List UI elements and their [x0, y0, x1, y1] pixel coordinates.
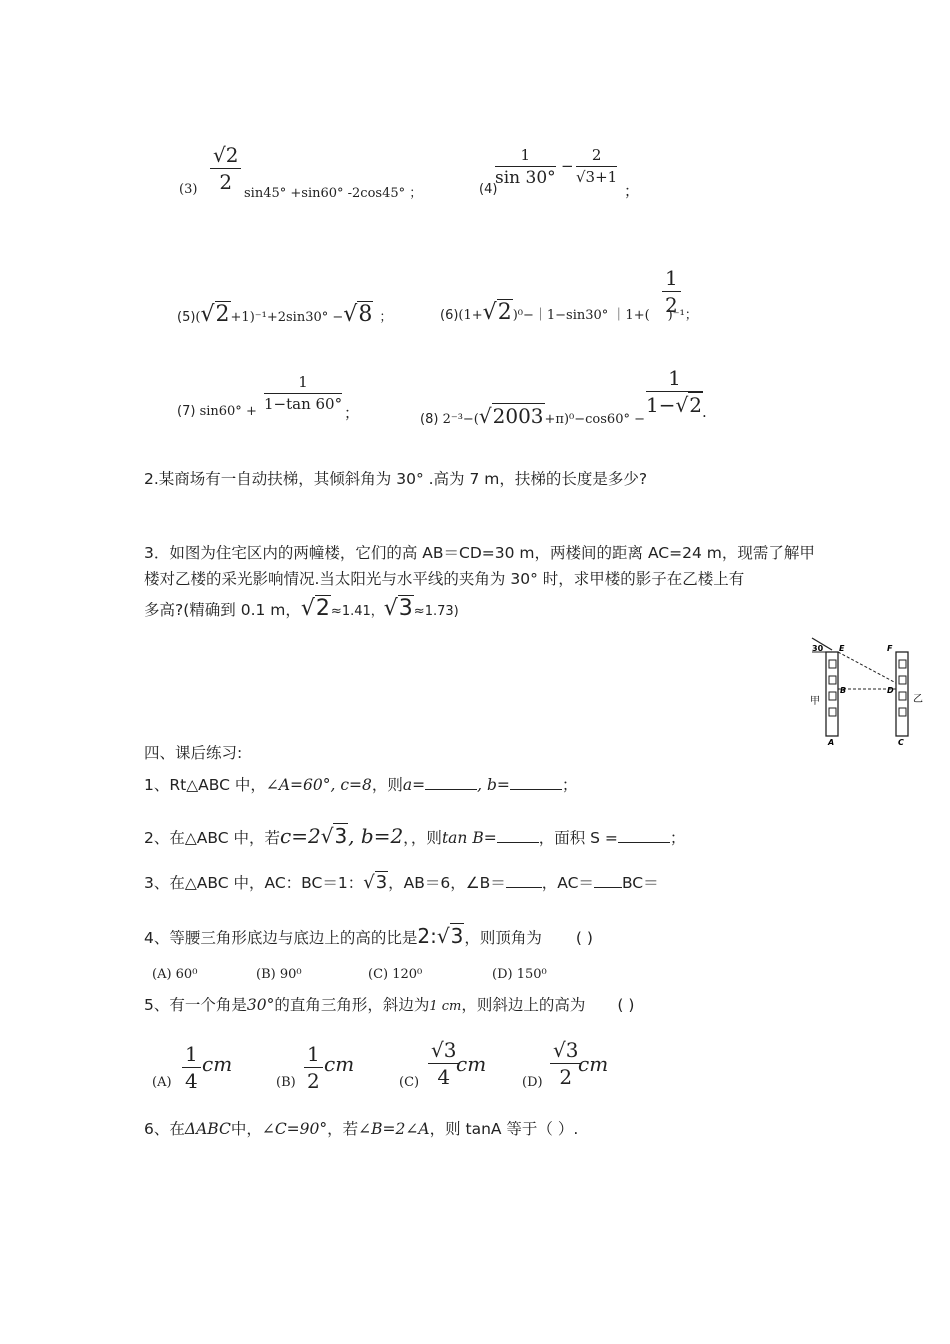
problem-3-fraction: $\frac{√2}{2}$ — [210, 143, 241, 194]
exercise-5-option-b-label: (B) — [276, 1075, 296, 1090]
exercise-4-option-a: (A) 60⁰ — [152, 967, 198, 982]
problem-4-minus: − — [561, 157, 574, 175]
problem-8-fraction: $\frac{1}{1-√2}$ — [646, 366, 702, 417]
question-3-line-2: 楼对乙楼的采光影响情况.当太阳光与水平线的夹角为 30° 时，求甲楼的影子在乙楼上有 — [144, 570, 745, 588]
figure-label-c: C — [898, 738, 904, 747]
figure-label-e: E — [839, 644, 845, 653]
problem-4-label: (4) — [479, 182, 498, 197]
problem-5: (5)(√2+1)⁻¹+2sin30° −√8 ； — [177, 302, 393, 327]
question-2: 2.某商场有一自动扶梯，其倾斜角为 30° .高为 7 m，扶梯的长度是多少? — [144, 470, 648, 488]
problem-7-fraction: $\frac{1}{1-\tan 60^\circ}$ — [264, 373, 343, 413]
buildings-figure — [808, 636, 930, 748]
exercise-5-option-c-fraction: $\frac{√3}{4}$ — [428, 1038, 459, 1089]
practice-heading: 四、课后练习: — [144, 744, 243, 762]
exercise-1: 1、Rt△ABC 中，∠A=60°, c=8，则a= , b= ； — [144, 776, 578, 794]
problem-4-fraction-1: $\frac{1}{\sin 30^\circ}$ — [495, 146, 556, 188]
exercise-3: 3、在△ABC 中，AC：BC＝1：√3，AB＝6，∠B＝ ，AC＝ BC＝ — [144, 872, 659, 893]
exercise-5-option-d-label: (D) — [522, 1075, 543, 1090]
problem-4-tail: ； — [624, 182, 640, 200]
question-3-line-3: 多高?(精确到 0.1 m，√2≈1.41，√3≈1.73) — [144, 596, 459, 621]
exercise-5: 5、有一个角是30°的直角三角形，斜边为1 cm，则斜边上的高为 ( ) — [144, 996, 635, 1014]
exercise-5-option-c-label: (C) — [399, 1075, 420, 1090]
exercise-4-option-c: (C) 120⁰ — [368, 967, 423, 982]
exercise-5-option-b-unit: cm — [324, 1052, 355, 1076]
problem-4-fraction-2: $\frac{2}{√3+1}$ — [576, 146, 618, 186]
exercise-4-option-b: (B) 90⁰ — [256, 967, 302, 982]
problem-3-label: (3) — [179, 182, 198, 197]
question-3-line-1: 3．如图为住宅区内的两幢楼，它们的高 AB＝CD=30 m，两楼间的距离 AC=24 m，现需了解甲 — [144, 544, 815, 562]
figure-label-jia: 甲 — [810, 696, 820, 707]
exercise-5-option-d-fraction: $\frac{√3}{2}$ — [550, 1038, 581, 1089]
problem-8-tail: . — [702, 403, 707, 421]
exercise-4-option-d: (D) 150⁰ — [492, 967, 547, 982]
exercise-5-option-c-unit: cm — [456, 1052, 487, 1076]
figure-label-yi: 乙 — [913, 694, 923, 705]
figure-label-d: D — [887, 686, 894, 695]
problem-7-tail: ； — [344, 404, 360, 422]
exercise-5-option-a-unit: cm — [202, 1052, 233, 1076]
exercise-5-option-a-fraction: $\frac{1}{4}$ — [182, 1042, 201, 1093]
problem-6: (6)(1+√2)⁰−｜1−sin30° ｜1+( )⁻¹； — [440, 300, 698, 325]
problem-8: (8) 2⁻³−(√2003+π)⁰−cos60° − — [420, 404, 645, 428]
exercise-5-option-b-fraction: $\frac{1}{2}$ — [304, 1042, 323, 1093]
problem-6-fraction: $\frac{1}{2}$ — [662, 266, 681, 317]
figure-label-f: F — [887, 644, 893, 653]
exercise-6: 6、在ΔABC中，∠C=90°，若∠B=2∠A，则 tanA 等于（ ）. — [144, 1120, 579, 1138]
exercise-4: 4、等腰三角形底边与底边上的高的比是2:√3，则顶角为 ( ) — [144, 924, 593, 948]
figure-label-a: A — [828, 738, 835, 747]
problem-7: (7) sin60° + — [177, 404, 257, 419]
exercise-5-option-a-label: (A) — [152, 1075, 172, 1090]
figure-label-b: B — [840, 686, 847, 695]
exercise-2: 2、在△ABC 中，若c=2√3, b=2，，则tan B= ，面积 S = ； — [144, 824, 686, 848]
problem-3-text: sin45° +sin60° -2cos45° ； — [244, 186, 423, 201]
exercise-5-option-d-unit: cm — [578, 1052, 609, 1076]
figure-angle-label: 30 — [812, 644, 824, 653]
